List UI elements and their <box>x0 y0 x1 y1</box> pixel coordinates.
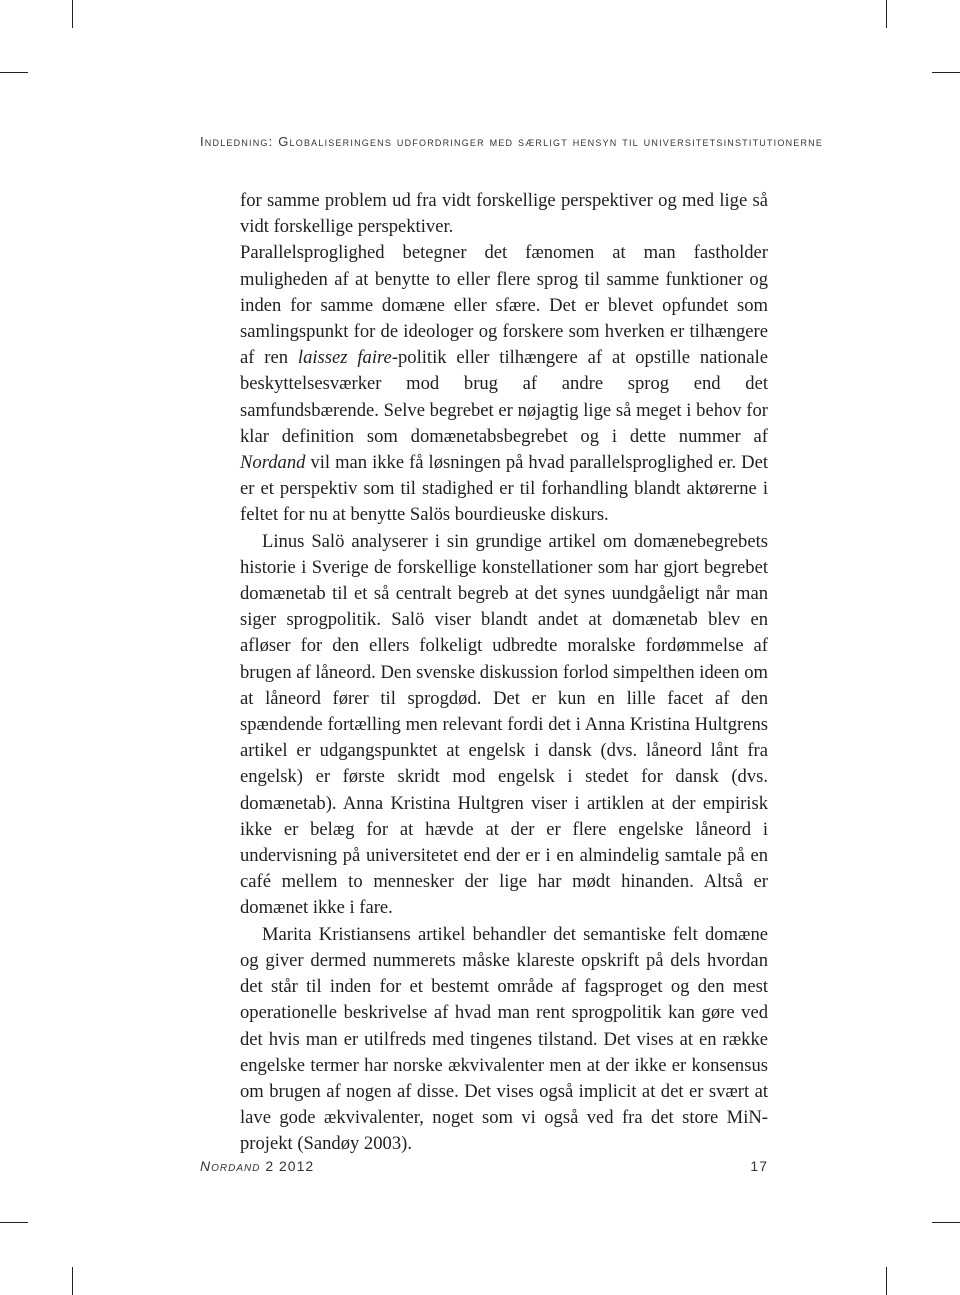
text-run: Marita Kristiansens artikel behandler det semantiske felt domæne og giver dermed nummerets måske klareste opskrift på dels hvordan det står til inden for et bestemt område af fagsproget og den mest operationelle beskrivelse af hvad man rent sprogpolitik kan gøre ved det hvis man er utilfreds med tingenes tilstand. Det vises at en række engelske termer har norske ækvivalenter men at der ikke er konsensus om brugen af nogen af disse. Det vises også implicit at det er svært at lave gode ækvivalenter, noget som vi også ved fra det store MiN-projekt (Sandøy 2003). <box>240 923 768 1155</box>
text-run: Parallelsproglighed betegner det fænomen at man fastholder muligheden af at benytte to eller flere sprog til samme funktioner og inden for samme domæne eller sfære. Det er blevet opfundet som samlingspunkt for de ideologer og forskere som hverken er tilhængere af ren <box>240 242 768 369</box>
italic-run: laissez faire <box>297 347 392 369</box>
paragraph <box>240 240 768 528</box>
paragraph <box>240 529 768 922</box>
text-run: for samme problem ud fra vidt forskellige perspektiver og med lige så vidt forskellige perspektiver. <box>240 190 768 238</box>
crop-mark <box>886 0 887 28</box>
running-head: Indledning: Globaliseringens udfordringer med særligt hensyn til universitetsinstitutionerne <box>200 134 824 149</box>
paragraph <box>240 922 768 1158</box>
journal-name: Nordand <box>200 1158 261 1174</box>
journal-issue: 2 2012 <box>265 1158 315 1174</box>
crop-mark <box>932 1222 960 1223</box>
crop-mark <box>0 1222 28 1223</box>
text-run: Linus Salö analyserer i sin grundige artikel om domænebegrebets historie i Sverige de forskellige konstellationer som har gjort begrebet domænetab til et så centralt begreb at det synes uundgåeligt når man siger sprogpolitik. Salö viser blandt andet at domænetab blev en afløser for den ellers folkeligt udbredte moralske fordømmelse af brugen af låneord. Den svenske diskussion forlod simpelthen ideen om at låneord fører til sprogdød. Det er kun en lille facet af den spændende fortælling men relevant fordi det i Anna Kristina Hultgrens artikel er udgangspunktet at engelsk i dansk (dvs. låneord lånt fra engelsk) er første skridt mod engelsk i stedet for dansk (dvs. domænetab). Anna Kristina Hultgren viser i artiklen at der empirisk ikke er belæg for at hævde at der er flere engelske låneord i undervisning på universitetet end der er i en almindelig samtale på en café mellem to mennesker der lige har mødt hinanden. Altså er domænet ikke i fare. <box>240 530 768 919</box>
crop-mark <box>72 0 73 28</box>
crop-mark <box>932 72 960 73</box>
body-text <box>240 188 768 1158</box>
paragraph <box>240 188 768 240</box>
page-footer <box>200 1158 768 1174</box>
crop-mark <box>886 1267 887 1295</box>
page-number: 17 <box>750 1158 768 1174</box>
text-run: vil man ikke få løsningen på hvad parallelsproglighed er. Det er et perspektiv som til stadighed er til forhandling blandt aktørerne i feltet for nu at benytte Salös bourdieuske diskurs. <box>240 452 768 526</box>
crop-mark <box>0 72 28 73</box>
italic-run: Nordand <box>240 452 306 474</box>
crop-mark <box>72 1267 73 1295</box>
text-run: -politik eller tilhængere af at opstille nationale beskyttelsesværker mod brug af andre sprog end det samfundsbærende. Selve begrebet er nøjagtig lige så meget i behov for klar definition som domænetabsbegrebet og i dette nummer af <box>240 347 769 447</box>
